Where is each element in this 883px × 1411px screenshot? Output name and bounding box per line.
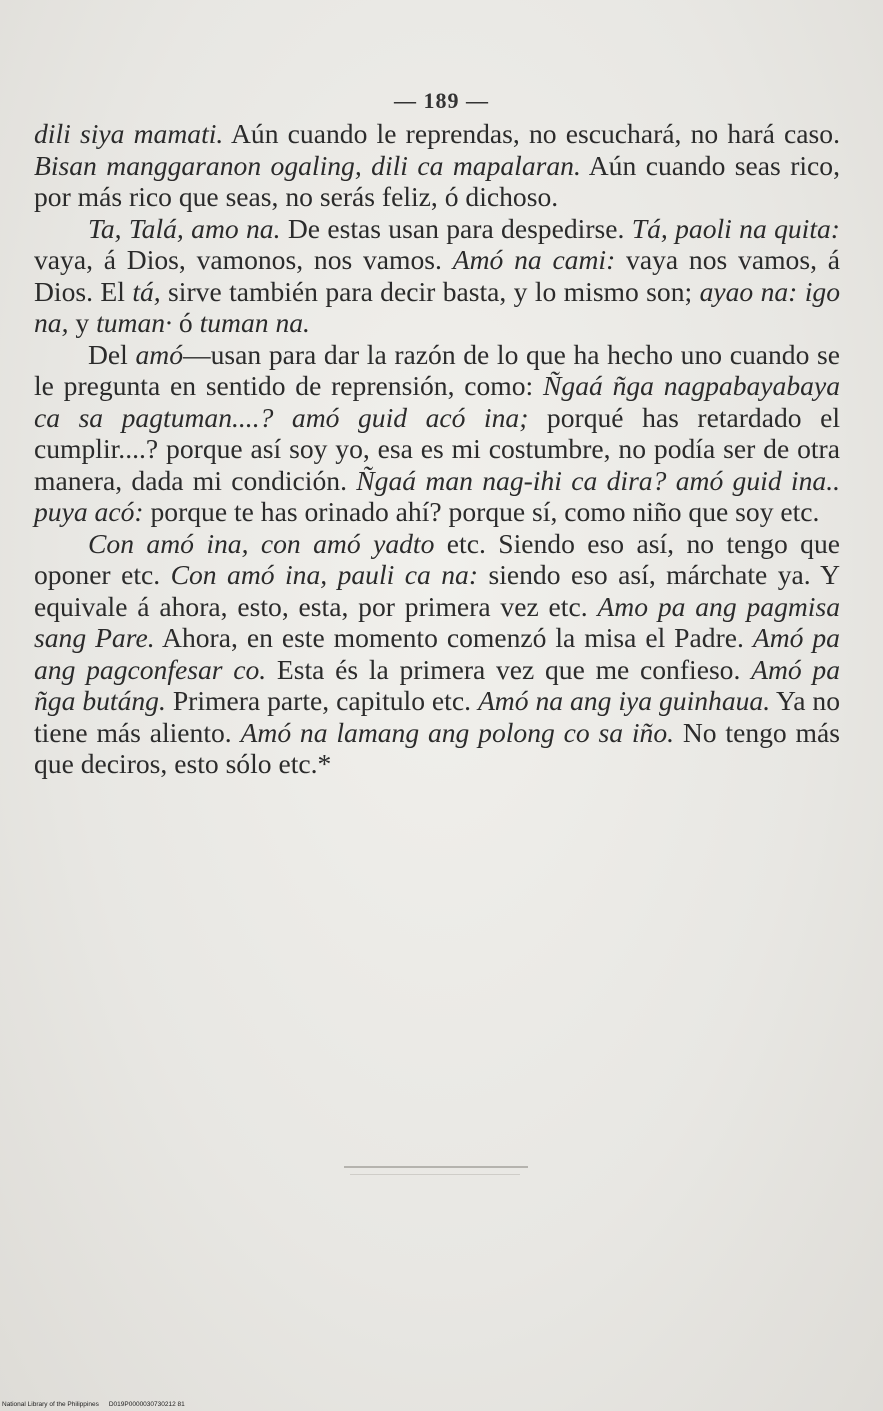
end-rule-secondary <box>350 1174 520 1175</box>
phrase-visayan: tá, <box>132 275 161 307</box>
phrase-spanish: Del <box>88 338 136 370</box>
phrase-spanish: sirve también para decir basta, y lo mismo son; <box>160 275 700 307</box>
paragraph-4 <box>34 528 840 780</box>
phrase-visayan: Amó na lamang ang polong co sa iño. <box>240 716 675 748</box>
phrase-visayan: Con amó ina, pauli ca na: <box>170 559 479 590</box>
phrase-visayan: Amó na ang iya guinhaua. <box>477 685 771 716</box>
phrase-visayan: Bisan manggaranon ogaling, dili ca mapalaran. <box>34 149 581 181</box>
phrase-visayan: amó <box>135 338 184 370</box>
phrase-visayan: Amo pa ang pagmisa sang Pare. <box>34 590 840 653</box>
phrase-spanish: etc. Siendo eso así, no tengo que oponer etc. <box>34 527 840 590</box>
phrase-visayan: Amó pa ang pagconfesar co. <box>34 622 840 685</box>
phrase-spanish: Aún cuando seas rico, por más rico que seas, no serás feliz, ó dichoso. <box>34 149 840 212</box>
digitization-footer <box>2 1401 195 1408</box>
phrase-spanish: porqué has retardado el cumplir....? porque así soy yo, esa es mi costumbre, no podía ser de otra manera, dada mi condición. <box>34 401 841 496</box>
phrase-spanish: —usan para dar la razón de lo que ha hecho uno cuando se le pregunta en sentido de reprensión, como: <box>34 338 840 401</box>
phrase-spanish: De estas usan para despedirse. <box>280 212 632 244</box>
body-text <box>34 118 840 780</box>
phrase-spanish: Esta és la primera vez que me confieso. <box>266 653 752 685</box>
phrase-spanish: ó <box>171 307 200 338</box>
phrase-spanish: Aún cuando le reprendas, no escuchará, no hará caso. <box>223 118 840 149</box>
phrase-visayan: Tá, paoli na quita: <box>631 212 840 244</box>
paragraph-2 <box>34 213 840 339</box>
phrase-spanish: Primera parte, capitulo etc. <box>165 685 478 716</box>
phrase-spanish: porque te has orinado ahí? porque sí, como niño que soy etc. <box>143 496 820 527</box>
phrase-spanish: Ya no tiene más aliento. <box>34 685 840 748</box>
footer-library: National Library of the Philippines <box>2 1401 99 1408</box>
paragraph-3 <box>34 339 840 528</box>
phrase-spanish: siendo eso así, márchate ya. Y equivale á ahora, esto, esta, por primera vez etc. <box>34 559 840 622</box>
phrase-spanish: vaya nos vamos, á Dios. El <box>34 244 840 307</box>
phrase-visayan: tuman na. <box>199 307 310 338</box>
phrase-visayan: Ñgaá man nag-ihi ca dira? amó guid ina.. puya acó: <box>34 464 840 527</box>
phrase-visayan: Con amó ina, con amó yadto <box>88 527 435 559</box>
end-rule <box>344 1166 528 1168</box>
phrase-spanish: Ahora, en este momento comenzó la misa el Padre. <box>154 622 753 653</box>
paragraph-1 <box>34 118 840 213</box>
phrase-spanish: y <box>68 307 97 338</box>
footer-code: D019P0000030730212 81 <box>108 1401 185 1408</box>
phrase-visayan: ayao na: igo na, <box>34 275 840 338</box>
phrase-visayan: dili siya mamati. <box>34 118 224 149</box>
phrase-visayan: Ta, Talá, amo na. <box>88 212 281 244</box>
phrase-visayan: Ñgaá ñga nagpabayabaya ca sa pagtuman....? amó guid acó ina; <box>34 370 840 433</box>
phrase-visayan: Amó pa ñga butáng. <box>34 653 841 716</box>
phrase-spanish: No tengo más que deciros, esto sólo etc.* <box>34 716 840 779</box>
page-number: — 189 — <box>394 88 489 113</box>
phrase-spanish: vaya, á Dios, vamonos, nos vamos. <box>34 244 453 275</box>
phrase-visayan: Amó na cami: <box>452 244 616 275</box>
phrase-visayan: tuman· <box>96 307 172 338</box>
